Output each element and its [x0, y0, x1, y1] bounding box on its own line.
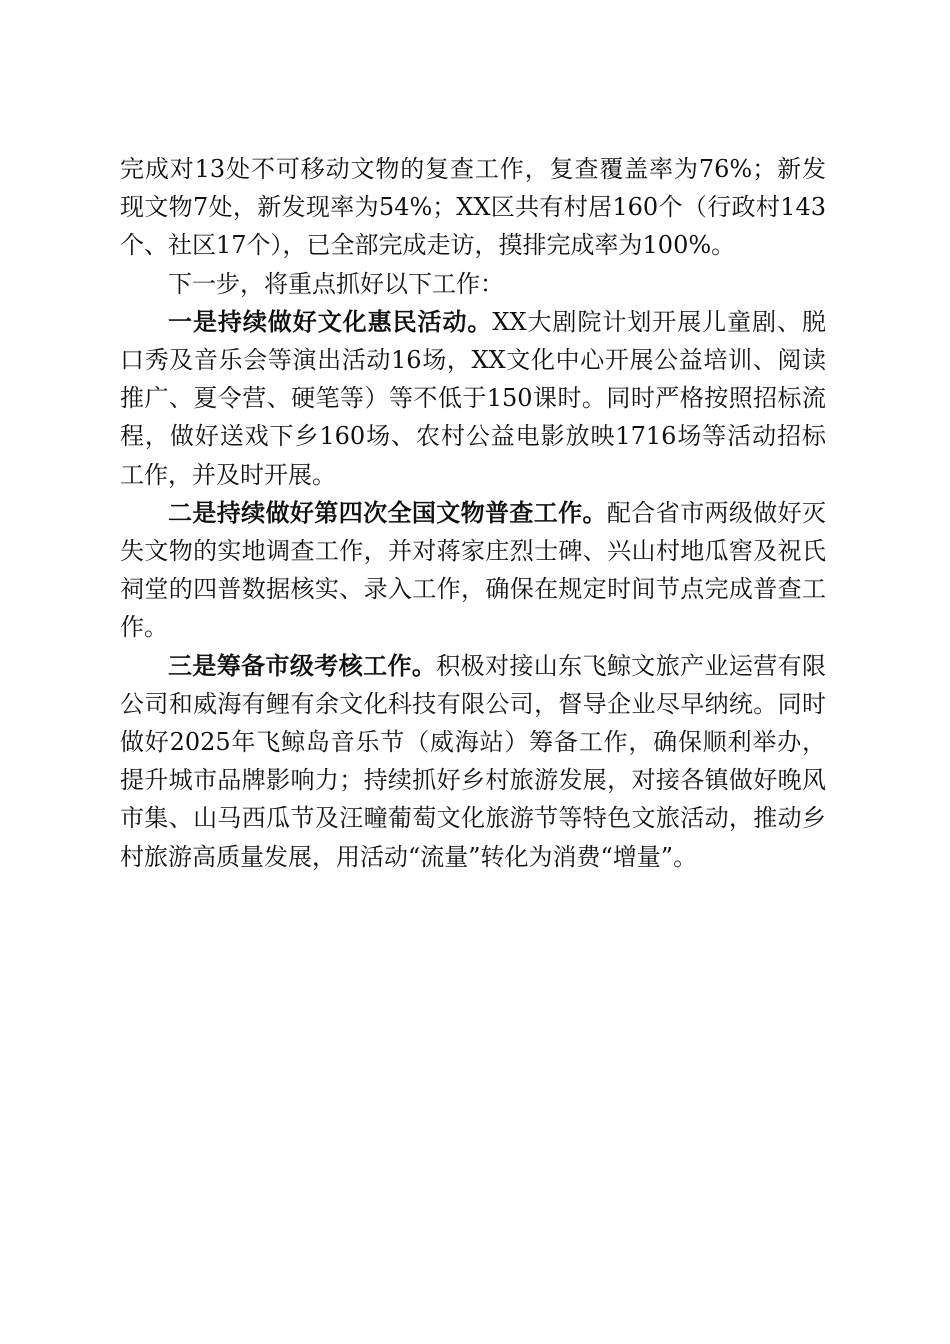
paragraph-text: 下一步，将重点抓好以下工作：	[168, 269, 504, 298]
paragraph-text: XX大剧院计划开展儿童剧、脱口秀及音乐会等演出活动16场，XX文化中心开展公益培训、阅读推广、夏令营、硬笔等）等不低于150课时。同时严格按照招标流程，做好送戏下乡160场、农村公益电影放映1716场等活动招标工作，并及时开展。	[120, 307, 826, 489]
paragraph-item-three	[120, 647, 826, 876]
paragraph-next-steps	[120, 265, 826, 303]
paragraph-lead-heading: 三是筹备市级考核工作。	[168, 650, 437, 680]
paragraph-lead-heading: 一是持续做好文化惠民活动。	[168, 306, 493, 336]
paragraph-item-one	[120, 303, 826, 494]
paragraph-continuation	[120, 150, 826, 265]
paragraph-text: 配合省市两级做好灭失文物的实地调查工作，并对蒋家庄烈士碑、兴山村地瓜窖及祝氏祠堂的四普数据核实、录入工作，确保在规定时间节点完成普查工作。	[120, 498, 826, 642]
paragraph-text: 积极对接山东飞鲸文旅产业运营有限公司和威海有鲤有余文化科技有限公司，督导企业尽早纳统。同时做好2025年飞鲸岛音乐节（威海站）筹备工作，确保顺利举办，提升城市品牌影响力；持续抓好乡村旅游发展，对接各镇做好晚风市集、山马西瓜节及汪疃葡萄文化旅游节等特色文旅活动，推动乡村旅游高质量发展，用活动“流量”转化为消费“增量”。	[120, 651, 827, 871]
paragraph-text: 完成对13处不可移动文物的复查工作，复查覆盖率为76%；新发现文物7处，新发现率为54%；XX区共有村居160个（行政村143个、社区17个），已全部完成走访，摸排完成率为100%。	[120, 155, 826, 260]
paragraph-lead-heading: 二是持续做好第四次全国文物普查工作。	[168, 497, 607, 527]
paragraph-item-two	[120, 494, 826, 647]
document-body	[120, 150, 826, 876]
